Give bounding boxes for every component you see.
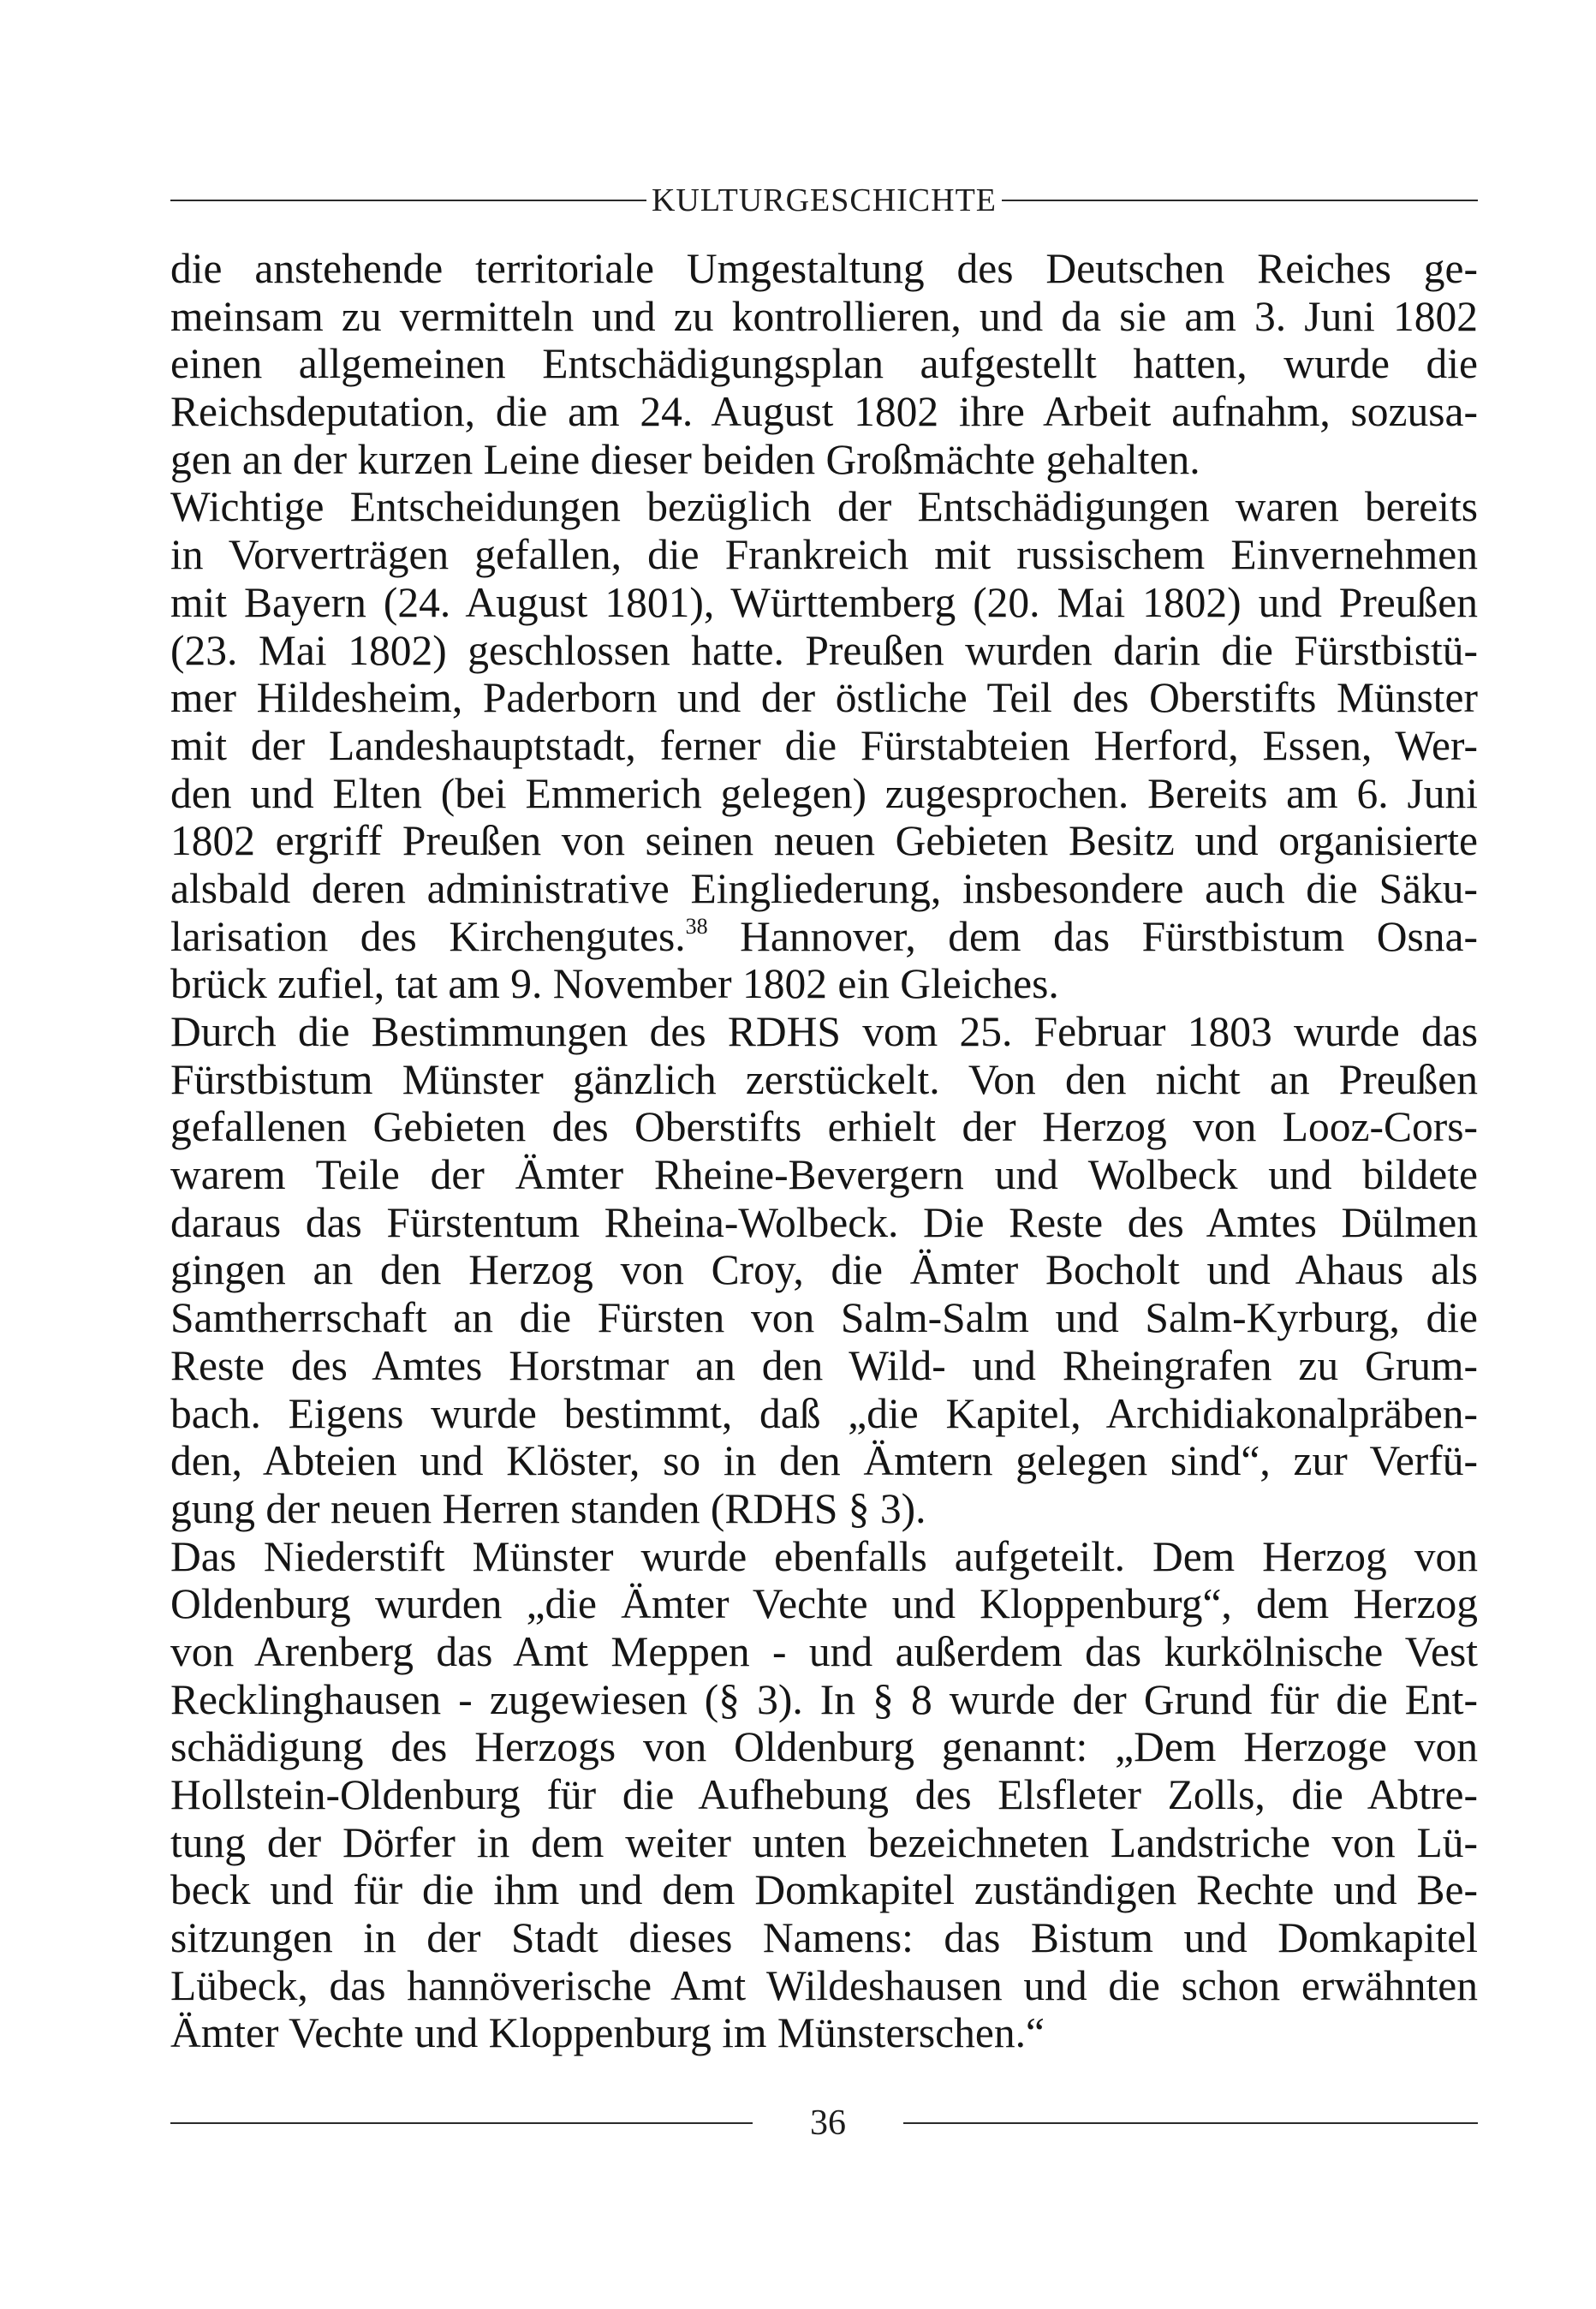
text-line: gefallenen Gebieten des Oberstifts erhielt der Herzog von Looz-Cors-	[170, 1103, 1478, 1151]
body-text	[170, 245, 1478, 2057]
text-line: den, Abteien und Klöster, so in den Ämtern gelegen sind“, zur Verfü-	[170, 1437, 1478, 1485]
footnote-ref[interactable]: 38	[685, 913, 708, 939]
running-header	[170, 182, 1478, 219]
header-rule-left	[170, 200, 646, 201]
page-number: 36	[810, 2103, 846, 2143]
text-line: einen allgemeinen Entschädigungsplan aufgestellt hatten, wurde die	[170, 340, 1478, 388]
text-line: Lübeck, das hannöverische Amt Wildeshausen und die schon erwähnten	[170, 1961, 1478, 2009]
page-footer	[170, 2102, 1478, 2145]
text-line: mit der Landeshauptstadt, ferner die Fürstabteien Herford, Essen, Wer-	[170, 721, 1478, 769]
text-line: daraus das Fürstentum Rheina-Wolbeck. Die Reste des Amtes Dülmen	[170, 1198, 1478, 1246]
text-line: gung der neuen Herren standen (RDHS § 3).	[170, 1484, 926, 1532]
text-line: Recklinghausen - zugewiesen (§ 3). In § 8 wurde der Grund für die Ent-	[170, 1675, 1478, 1723]
text-line: meinsam zu vermitteln und zu kontrollieren, und da sie am 3. Juni 1802	[170, 292, 1478, 340]
text-before-footnote: larisation des Kirchengutes.	[170, 912, 686, 960]
text-line: mer Hildesheim, Paderborn und der östliche Teil des Oberstifts Münster	[170, 674, 1478, 722]
text-line: den und Elten (bei Emmerich gelegen) zugesprochen. Bereits am 6. Juni	[170, 769, 1478, 817]
text-line: tung der Dörfer in dem weiter unten bezeichneten Landstriche von Lü-	[170, 1818, 1478, 1866]
text-line: schädigung des Herzogs von Oldenburg genannt: „Dem Herzoge von	[170, 1723, 1478, 1771]
text-line: bach. Eigens wurde bestimmt, daß „die Kapitel, Archidiakonalpräben-	[170, 1389, 1478, 1437]
section-title: KULTURGESCHICHTE	[651, 182, 998, 218]
text-line: in Vorverträgen gefallen, die Frankreich mit russischem Einvernehmen	[170, 531, 1478, 579]
text-line: Reichsdeputation, die am 24. August 1802 ihre Arbeit aufnahm, sozusa-	[170, 388, 1478, 436]
text-line: Ämter Vechte und Kloppenburg im Münsterschen.“	[170, 2009, 1045, 2057]
text-line: Wichtige Entscheidungen bezüglich der Entschädigungen waren bereits	[170, 483, 1478, 531]
text-line: von Arenberg das Amt Meppen - und außerdem das kurkölnische Vest	[170, 1627, 1478, 1675]
text-line: (23. Mai 1802) geschlossen hatte. Preußen wurden darin die Fürstbistü-	[170, 626, 1478, 674]
header-rule-right	[1002, 200, 1478, 201]
text-line: Reste des Amtes Horstmar an den Wild- und Rheingrafen zu Grum-	[170, 1341, 1478, 1389]
text-line: beck und für die ihm und dem Domkapitel zuständigen Rechte und Be-	[170, 1866, 1478, 1914]
footer-rule-right	[903, 2122, 1478, 2124]
text-line: Samtherrschaft an die Fürsten von Salm-Salm und Salm-Kyrburg, die	[170, 1294, 1478, 1342]
text-after-footnote: Hannover, dem das Fürstbistum Osna-	[707, 912, 1478, 960]
footer-rule-left	[170, 2122, 753, 2124]
text-line: brück zufiel, tat am 9. November 1802 ein Gleiches.	[170, 960, 1059, 1008]
text-line: Durch die Bestimmungen des RDHS vom 25. Februar 1803 wurde das	[170, 1008, 1478, 1055]
text-line: Das Niederstift Münster wurde ebenfalls aufgeteilt. Dem Herzog von	[170, 1532, 1478, 1580]
text-line: sitzungen in der Stadt dieses Namens: das Bistum und Domkapitel	[170, 1914, 1478, 1962]
text-line: warem Teile der Ämter Rheine-Bevergern und Wolbeck und bildete	[170, 1151, 1478, 1199]
text-line: 1802 ergriff Preußen von seinen neuen Gebieten Besitz und organisierte	[170, 817, 1478, 865]
text-line-footnote	[170, 913, 1478, 961]
text-line: mit Bayern (24. August 1801), Württemberg (20. Mai 1802) und Preußen	[170, 578, 1478, 626]
text-line: gingen an den Herzog von Croy, die Ämter Bocholt und Ahaus als	[170, 1246, 1478, 1294]
text-line: gen an der kurzen Leine dieser beiden Großmächte gehalten.	[170, 435, 1200, 483]
text-line: Oldenburg wurden „die Ämter Vechte und Kloppenburg“, dem Herzog	[170, 1580, 1478, 1628]
text-line: alsbald deren administrative Eingliederung, insbesondere auch die Säku-	[170, 864, 1478, 912]
text-line: Hollstein-Oldenburg für die Aufhebung des Elsfleter Zolls, die Abtre-	[170, 1771, 1478, 1818]
text-line: die anstehende territoriale Umgestaltung des Deutschen Reiches ge-	[170, 245, 1478, 292]
text-line: Fürstbistum Münster gänzlich zerstückelt. Von den nicht an Preußen	[170, 1055, 1478, 1103]
